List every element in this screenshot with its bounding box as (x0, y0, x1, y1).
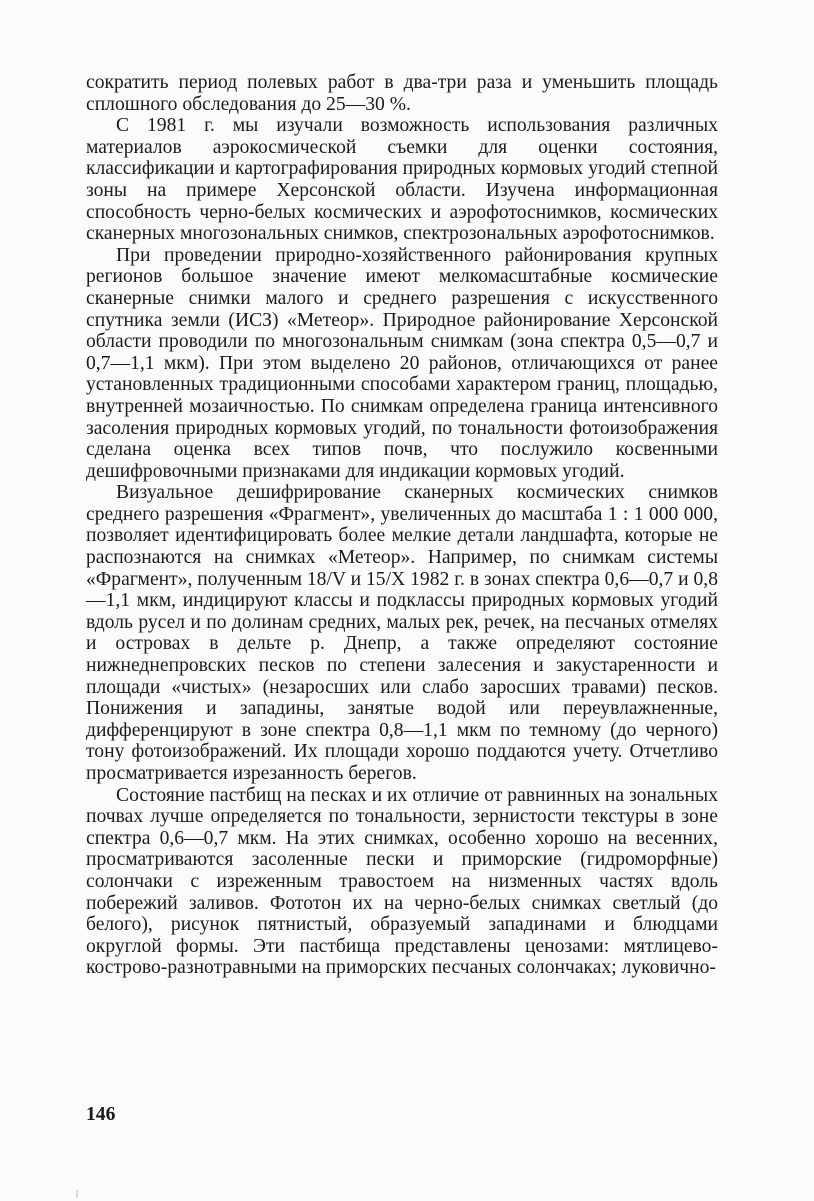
paragraph-pastures: Состояние пастбищ на песках и их отличие от равнинных на зональных почвах лучше определяется по тональности, зернистости текстуры в зоне спектра 0,6—0,7 мкм. На этих снимках, особенно хорошо на весенних, просматриваются засоленные пески и приморские (гидроморфные) солончаки с изреженным травостоем на низменных частях вдоль побережий заливов. Фототон их на черно-белых снимках светлый (до белого), рисунок пятнистый, образуемый западинами и блюдцами округлой формы. Эти пастбища представлены ценозами: мятлицево-кострово-разнотравными на приморских песчаных солончаках; луковично- (86, 784, 718, 979)
page-number: 146 (86, 1104, 116, 1125)
paragraph-continuation: сократить период полевых работ в два-три раза и уменьшить площадь сплошного обследования до 25—30 %. (86, 72, 718, 115)
paragraph-fragment-imagery: Визуальное дешифрирование сканерных космических снимков среднего разрешения «Фрагмент», увеличенных до масштаба 1 : 1 000 000, позволяет идентифицировать более мелкие детали ландшафта, которые не распознаются на снимках «Метеор». Например, по снимкам системы «Фрагмент», полученным 18/V и 15/X 1982 г. в зонах спектра 0,6—0,7 и 0,8—1,1 мкм, индицируют классы и подклассы природных кормовых угодий вдоль русел и по долинам средних, малых рек, речек, на песчаных отмелях и островах в дельте р. Днепр, а также определяют состояние нижнеднепровских песков по степени залесения и закустаренности и площади «чистых» (незаросших или слабо заросших травами) песков. Понижения и западины, занятые водой или переувлажненные, дифференцируют в зоне спектра 0,8—1,1 мкм по темному (до черного) тону фотоизображений. Их площади хорошо поддаются учету. Отчетливо просматривается изрезанность берегов. (86, 482, 718, 784)
paragraph-research-1981: С 1981 г. мы изучали возможность использования различных материалов аэрокосмической съемки для оценки состояния, классификации и картографирования природных кормовых угодий степной зоны на примере Херсонской области. Изучена информационная способность черно-белых космических и аэрофотоснимков, космических сканерных многозональных снимков, спектрозональных аэрофотоснимков. (86, 115, 718, 245)
paragraph-zoning: При проведении природно-хозяйственного районирования крупных регионов большое значение имеют мелкомасштабные космические сканерные снимки малого и среднего разрешения с искусственного спутника земли (ИСЗ) «Метеор». Природное районирование Херсонской области проводили по многозональным снимкам (зона спектра 0,5—0,7 и 0,7—1,1 мкм). При этом выделено 20 районов, отличающихся от ранее установленных традиционными способами характером границ, площадью, внутренней мозаичностью. По снимкам определена граница интенсивного засоления природных кормовых угодий, по тональности фотоизображения сделана оценка всех типов почв, что послужило косвенными дешифровочными признаками для индикации кормовых угодий. (86, 244, 718, 482)
body-text (86, 72, 718, 979)
paper-speck (76, 1190, 78, 1198)
